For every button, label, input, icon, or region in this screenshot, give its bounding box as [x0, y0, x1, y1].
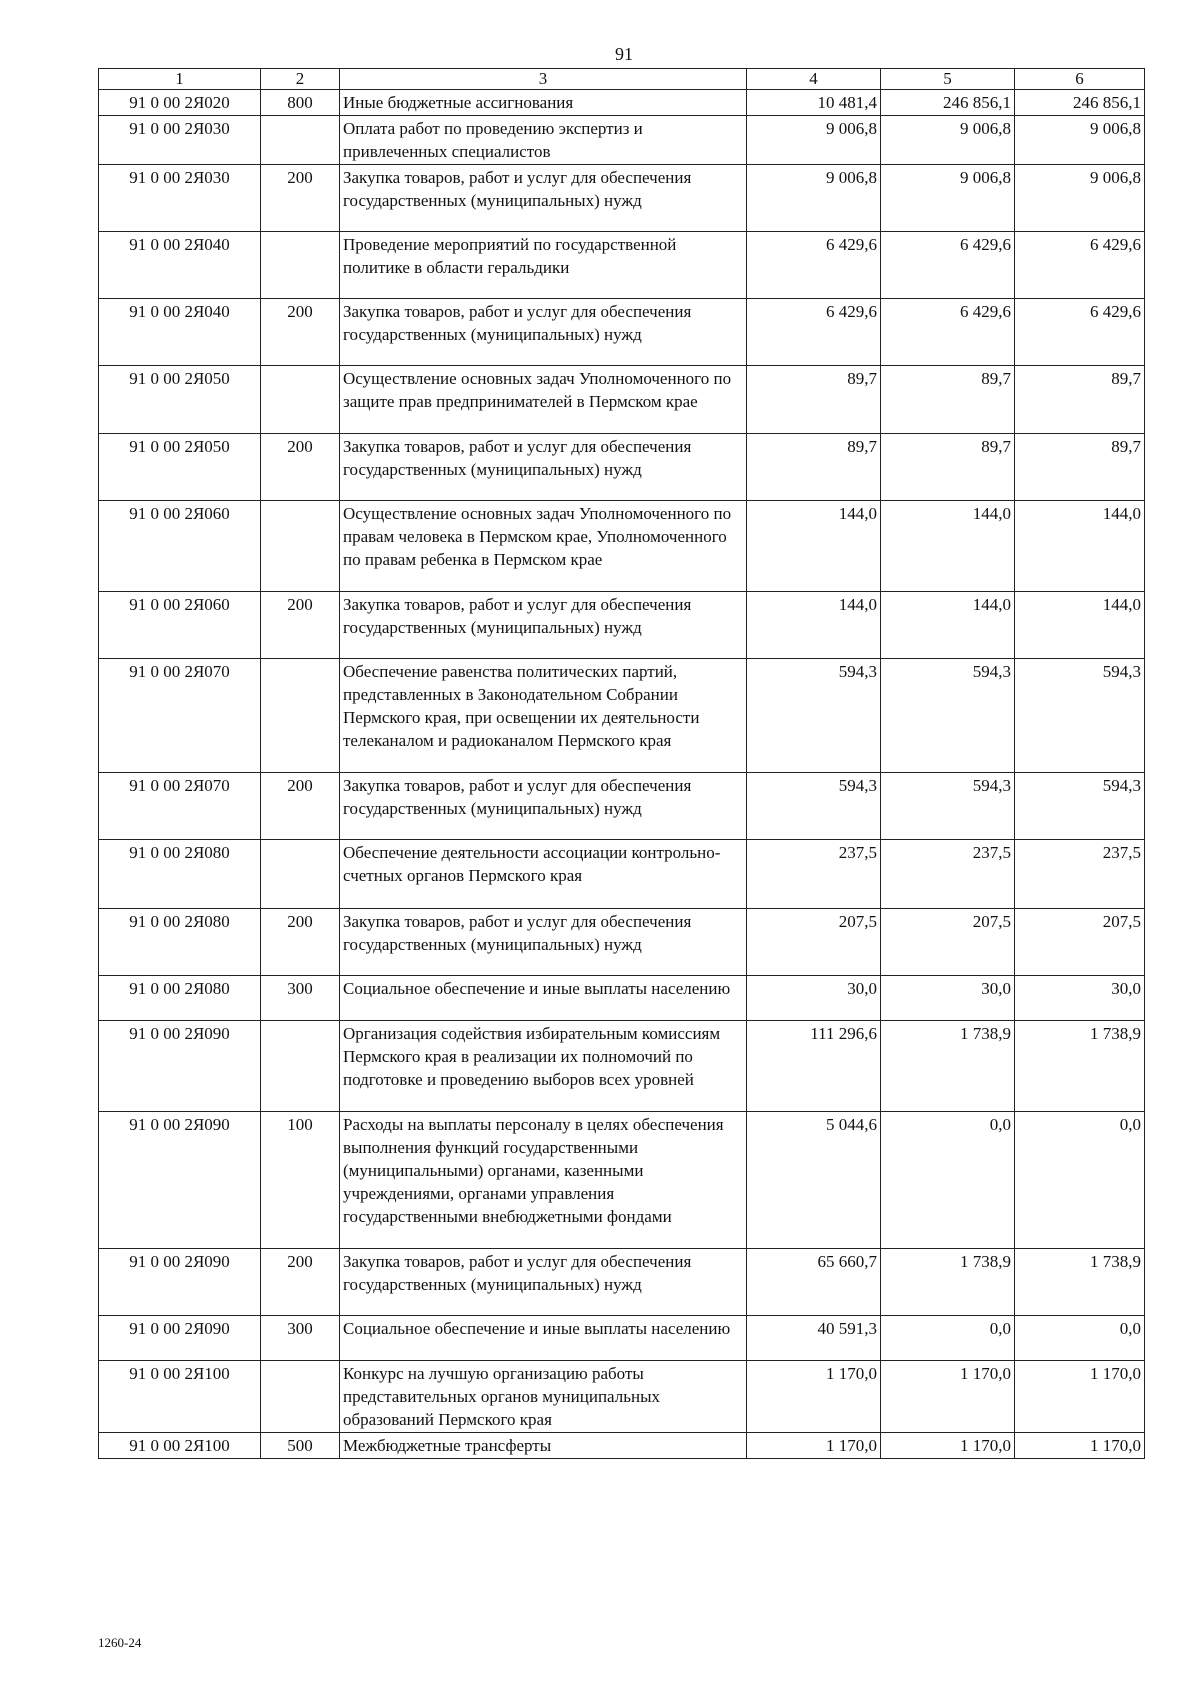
row-code-cell: 91 0 00 2Я090	[99, 1249, 261, 1316]
table-row	[99, 976, 1145, 1021]
row-type-cell: 200	[261, 1249, 340, 1316]
row-name-cell: Обеспечение равенства политических партий, представленных в Законодательном Собрании Пермского края, при освещении их деятельности телеканалом и радиоканалом Пермского края	[340, 659, 747, 773]
table-row	[99, 366, 1145, 434]
row-value-col6: 594,3	[1015, 773, 1145, 840]
row-name-cell: Закупка товаров, работ и услуг для обеспечения государственных (муниципальных) нужд	[340, 1249, 747, 1316]
row-type-cell: 200	[261, 434, 340, 501]
row-value-col4: 6 429,6	[747, 299, 881, 366]
row-value-col5: 0,0	[881, 1316, 1015, 1361]
table-row	[99, 1112, 1145, 1249]
table-row	[99, 1249, 1145, 1316]
row-name-cell: Закупка товаров, работ и услуг для обеспечения государственных (муниципальных) нужд	[340, 909, 747, 976]
row-name-cell: Закупка товаров, работ и услуг для обеспечения государственных (муниципальных) нужд	[340, 165, 747, 232]
document-code: 1260-24	[98, 1635, 142, 1650]
row-code-cell: 91 0 00 2Я080	[99, 840, 261, 909]
table-row	[99, 299, 1145, 366]
row-value-col6: 9 006,8	[1015, 116, 1145, 165]
row-type-cell	[261, 1021, 340, 1112]
column-header: 5	[881, 69, 1015, 90]
row-code-cell: 91 0 00 2Я060	[99, 501, 261, 592]
row-value-col6: 1 738,9	[1015, 1021, 1145, 1112]
row-type-cell: 200	[261, 165, 340, 232]
row-value-col5: 144,0	[881, 501, 1015, 592]
column-header: 6	[1015, 69, 1145, 90]
row-value-col5: 89,7	[881, 366, 1015, 434]
row-name-cell: Закупка товаров, работ и услуг для обеспечения государственных (муниципальных) нужд	[340, 592, 747, 659]
page-number: 91	[615, 44, 633, 64]
budget-table	[98, 68, 1145, 1459]
row-name-cell: Оплата работ по проведению экспертиз и привлеченных специалистов	[340, 116, 747, 165]
row-code-cell: 91 0 00 2Я100	[99, 1361, 261, 1433]
row-value-col4: 237,5	[747, 840, 881, 909]
row-value-col5: 1 170,0	[881, 1433, 1015, 1459]
row-value-col4: 89,7	[747, 366, 881, 434]
row-code-cell: 91 0 00 2Я060	[99, 592, 261, 659]
row-code-cell: 91 0 00 2Я040	[99, 232, 261, 299]
row-value-col4: 594,3	[747, 773, 881, 840]
row-code-cell: 91 0 00 2Я040	[99, 299, 261, 366]
row-value-col4: 9 006,8	[747, 165, 881, 232]
row-value-col5: 9 006,8	[881, 165, 1015, 232]
row-value-col4: 65 660,7	[747, 1249, 881, 1316]
row-value-col5: 207,5	[881, 909, 1015, 976]
row-value-col6: 207,5	[1015, 909, 1145, 976]
table-row	[99, 501, 1145, 592]
row-value-col6: 6 429,6	[1015, 232, 1145, 299]
row-value-col6: 30,0	[1015, 976, 1145, 1021]
row-value-col6: 1 170,0	[1015, 1361, 1145, 1433]
table-row	[99, 592, 1145, 659]
row-value-col6: 246 856,1	[1015, 90, 1145, 116]
row-type-cell: 200	[261, 299, 340, 366]
table-row	[99, 1021, 1145, 1112]
row-value-col5: 6 429,6	[881, 232, 1015, 299]
row-name-cell: Осуществление основных задач Уполномоченного по защите прав предпринимателей в Пермском крае	[340, 366, 747, 434]
row-name-cell: Закупка товаров, работ и услуг для обеспечения государственных (муниципальных) нужд	[340, 773, 747, 840]
row-value-col4: 594,3	[747, 659, 881, 773]
row-value-col6: 237,5	[1015, 840, 1145, 909]
row-value-col6: 89,7	[1015, 366, 1145, 434]
table-row	[99, 1433, 1145, 1459]
table-row	[99, 659, 1145, 773]
row-type-cell: 100	[261, 1112, 340, 1249]
row-value-col6: 6 429,6	[1015, 299, 1145, 366]
row-code-cell: 91 0 00 2Я090	[99, 1112, 261, 1249]
row-code-cell: 91 0 00 2Я080	[99, 976, 261, 1021]
row-type-cell: 800	[261, 90, 340, 116]
row-code-cell: 91 0 00 2Я070	[99, 773, 261, 840]
table-row	[99, 165, 1145, 232]
row-value-col4: 1 170,0	[747, 1433, 881, 1459]
row-code-cell: 91 0 00 2Я020	[99, 90, 261, 116]
table-row	[99, 773, 1145, 840]
table-row	[99, 90, 1145, 116]
row-value-col5: 6 429,6	[881, 299, 1015, 366]
row-value-col6: 144,0	[1015, 501, 1145, 592]
table-row	[99, 116, 1145, 165]
row-value-col6: 1 738,9	[1015, 1249, 1145, 1316]
row-value-col5: 30,0	[881, 976, 1015, 1021]
row-value-col5: 594,3	[881, 659, 1015, 773]
row-value-col5: 9 006,8	[881, 116, 1015, 165]
row-code-cell: 91 0 00 2Я080	[99, 909, 261, 976]
row-code-cell: 91 0 00 2Я050	[99, 366, 261, 434]
row-code-cell: 91 0 00 2Я030	[99, 116, 261, 165]
row-value-col5: 89,7	[881, 434, 1015, 501]
row-value-col4: 10 481,4	[747, 90, 881, 116]
row-code-cell: 91 0 00 2Я030	[99, 165, 261, 232]
row-value-col5: 594,3	[881, 773, 1015, 840]
table-row	[99, 909, 1145, 976]
row-value-col4: 207,5	[747, 909, 881, 976]
column-header: 1	[99, 69, 261, 90]
row-code-cell: 91 0 00 2Я100	[99, 1433, 261, 1459]
row-value-col4: 30,0	[747, 976, 881, 1021]
row-value-col4: 5 044,6	[747, 1112, 881, 1249]
table-row	[99, 1316, 1145, 1361]
row-value-col6: 1 170,0	[1015, 1433, 1145, 1459]
row-code-cell: 91 0 00 2Я090	[99, 1316, 261, 1361]
row-code-cell: 91 0 00 2Я070	[99, 659, 261, 773]
row-code-cell: 91 0 00 2Я090	[99, 1021, 261, 1112]
column-header: 2	[261, 69, 340, 90]
row-name-cell: Межбюджетные трансферты	[340, 1433, 747, 1459]
row-name-cell: Проведение мероприятий по государственной политике в области геральдики	[340, 232, 747, 299]
row-type-cell	[261, 840, 340, 909]
row-type-cell: 200	[261, 909, 340, 976]
row-type-cell: 300	[261, 1316, 340, 1361]
row-value-col5: 1 738,9	[881, 1021, 1015, 1112]
row-value-col6: 9 006,8	[1015, 165, 1145, 232]
row-type-cell: 200	[261, 773, 340, 840]
row-value-col4: 9 006,8	[747, 116, 881, 165]
row-value-col4: 111 296,6	[747, 1021, 881, 1112]
table-row	[99, 840, 1145, 909]
table-row	[99, 1361, 1145, 1433]
row-type-cell	[261, 232, 340, 299]
row-value-col6: 144,0	[1015, 592, 1145, 659]
row-value-col5: 1 170,0	[881, 1361, 1015, 1433]
row-type-cell	[261, 1361, 340, 1433]
row-value-col4: 6 429,6	[747, 232, 881, 299]
row-value-col4: 144,0	[747, 501, 881, 592]
row-name-cell: Обеспечение деятельности ассоциации контрольно-счетных органов Пермского края	[340, 840, 747, 909]
row-name-cell: Закупка товаров, работ и услуг для обеспечения государственных (муниципальных) нужд	[340, 434, 747, 501]
column-header: 3	[340, 69, 747, 90]
row-type-cell	[261, 366, 340, 434]
row-name-cell: Организация содействия избирательным комиссиям Пермского края в реализации их полномочий по подготовке и проведению выборов всех уровней	[340, 1021, 747, 1112]
row-value-col6: 0,0	[1015, 1316, 1145, 1361]
table-row	[99, 232, 1145, 299]
row-value-col5: 237,5	[881, 840, 1015, 909]
row-type-cell: 300	[261, 976, 340, 1021]
row-value-col4: 1 170,0	[747, 1361, 881, 1433]
row-type-cell	[261, 659, 340, 773]
row-type-cell: 500	[261, 1433, 340, 1459]
row-value-col4: 89,7	[747, 434, 881, 501]
row-type-cell: 200	[261, 592, 340, 659]
row-value-col4: 144,0	[747, 592, 881, 659]
table-row	[99, 434, 1145, 501]
row-name-cell: Закупка товаров, работ и услуг для обеспечения государственных (муниципальных) нужд	[340, 299, 747, 366]
table-header-row	[99, 69, 1145, 90]
row-name-cell: Иные бюджетные ассигнования	[340, 90, 747, 116]
row-name-cell: Социальное обеспечение и иные выплаты населению	[340, 976, 747, 1021]
row-value-col5: 144,0	[881, 592, 1015, 659]
row-value-col5: 1 738,9	[881, 1249, 1015, 1316]
row-value-col6: 0,0	[1015, 1112, 1145, 1249]
row-value-col6: 89,7	[1015, 434, 1145, 501]
row-name-cell: Конкурс на лучшую организацию работы представительных органов муниципальных образований Пермского края	[340, 1361, 747, 1433]
row-value-col6: 594,3	[1015, 659, 1145, 773]
row-value-col5: 246 856,1	[881, 90, 1015, 116]
row-name-cell: Социальное обеспечение и иные выплаты населению	[340, 1316, 747, 1361]
row-type-cell	[261, 116, 340, 165]
row-name-cell: Расходы на выплаты персоналу в целях обеспечения выполнения функций государственными (муниципальными) органами, казенными учреждениями, органами управления государственными внебюджетными фондами	[340, 1112, 747, 1249]
row-name-cell: Осуществление основных задач Уполномоченного по правам человека в Пермском крае, Уполномоченного по правам ребенка в Пермском крае	[340, 501, 747, 592]
row-value-col5: 0,0	[881, 1112, 1015, 1249]
row-value-col4: 40 591,3	[747, 1316, 881, 1361]
row-type-cell	[261, 501, 340, 592]
row-code-cell: 91 0 00 2Я050	[99, 434, 261, 501]
column-header: 4	[747, 69, 881, 90]
